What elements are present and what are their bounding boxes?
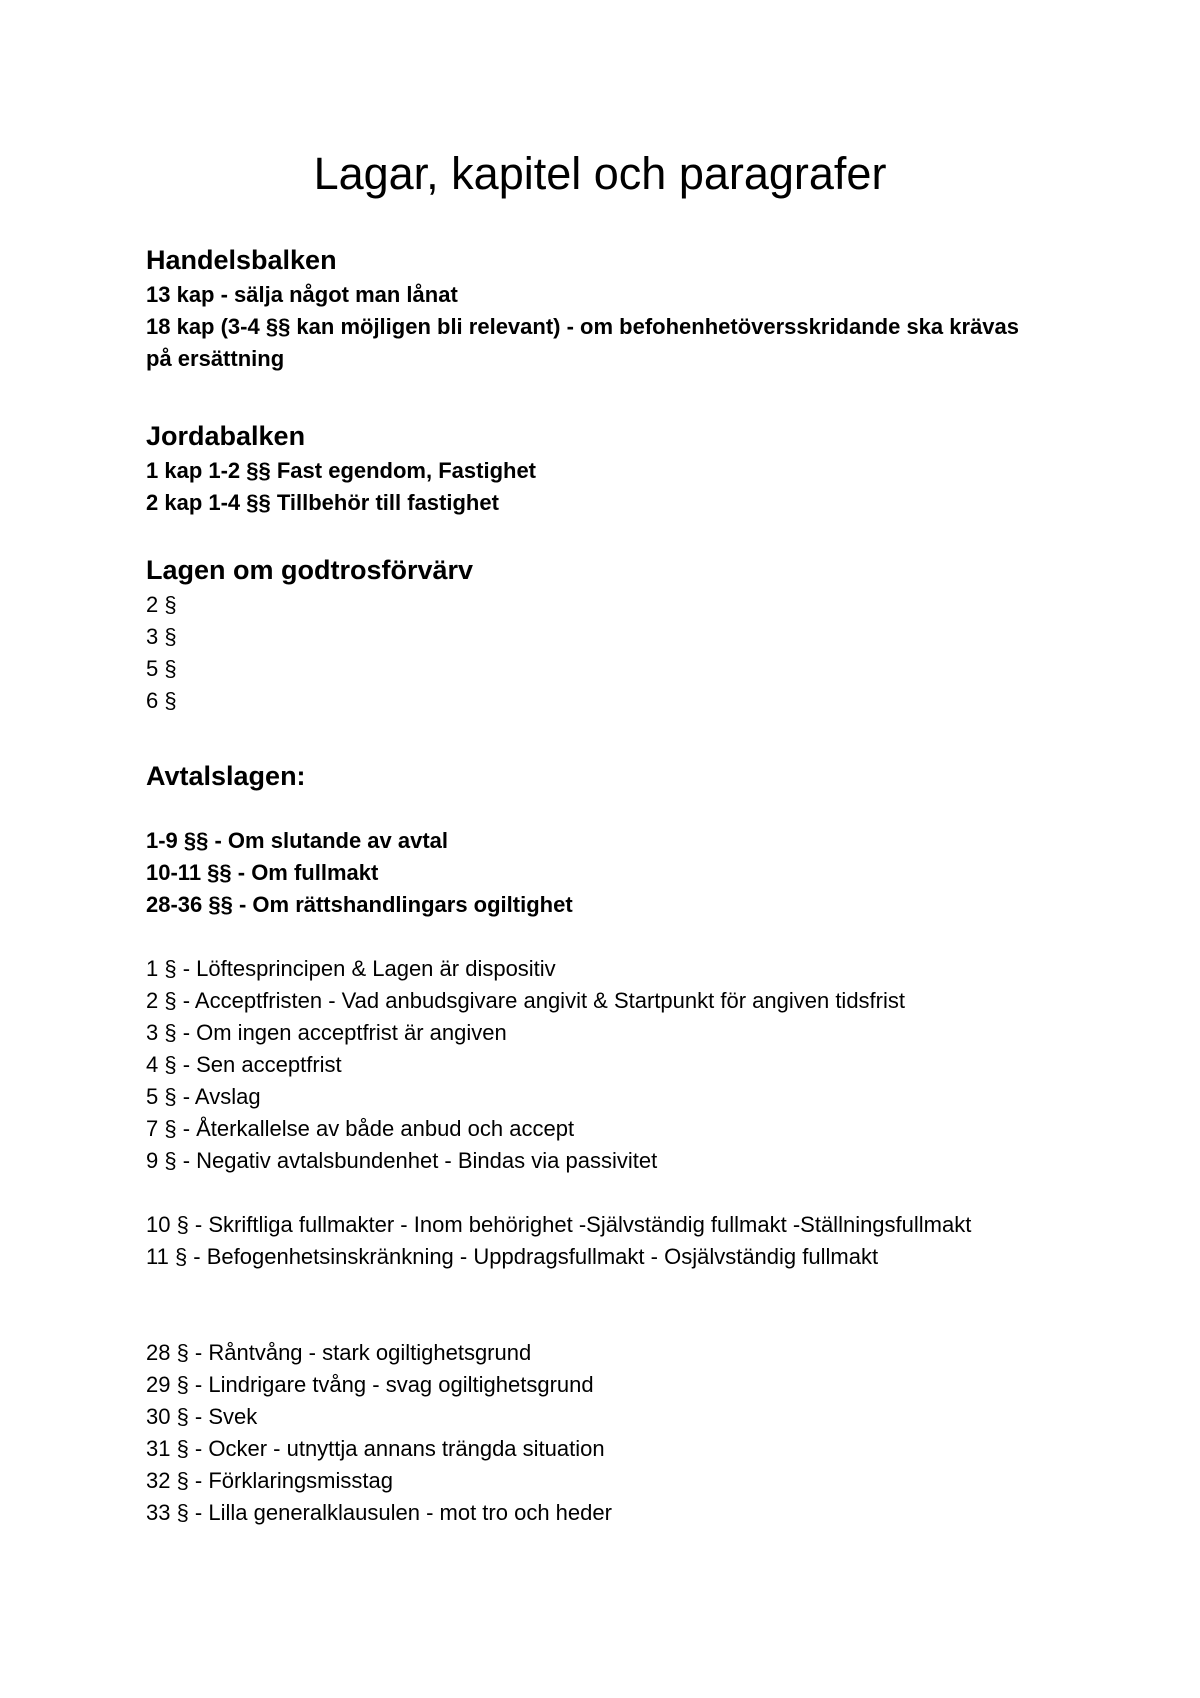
avtalslagen-group-ogiltighet [146,1337,1086,1529]
list-item: 1 § - Löftesprincipen & Lagen är dispositiv [146,956,556,981]
list-item: 2 § [146,592,177,617]
page-title: Lagar, kapitel och paragrafer [313,148,887,199]
list-item: 6 § [146,688,177,713]
avtalslagen-group-fullmakt [146,1209,1086,1273]
list-item: 11 § - Befogenhetsinskränkning - Uppdragsfullmakt - Osjälvständig fullmakt [146,1244,879,1269]
list-item: 4 § - Sen acceptfrist [146,1052,342,1077]
list-item: 5 § - Avslag [146,1084,261,1109]
avtalslagen-group-avtal [146,953,1086,1177]
list-item: 7 § - Återkallelse av både anbud och accept [146,1116,575,1141]
list-item: 2 kap 1-4 §§ Tillbehör till fastighet [146,490,499,515]
list-item: 18 kap (3-4 §§ kan möjligen bli relevant) - om befohenhetöversskridande ska krävas på ersättning [146,314,1020,371]
list-item: 28-36 §§ - Om rättshandlingars ogiltighet [146,892,573,917]
section-heading: Lagen om godtrosförvärv [146,555,474,585]
list-item: 32 § - Förklaringsmisstag [146,1468,393,1493]
list-item: 3 § [146,624,177,649]
section-godtrosforvarv [146,551,1086,717]
list-item: 29 § - Lindrigare tvång - svag ogiltighetsgrund [146,1372,594,1397]
list-item: 33 § - Lilla generalklausulen - mot tro och heder [146,1500,612,1525]
list-item: 10-11 §§ - Om fullmakt [146,860,379,885]
list-item: 31 § - Ocker - utnyttja annans trängda situation [146,1436,605,1461]
list-item: 10 § - Skriftliga fullmakter - Inom behörighet -Självständig fullmakt -Ställningsfullmakt [146,1212,972,1237]
section-heading: Avtalslagen: [146,761,306,791]
list-item: 3 § - Om ingen acceptfrist är angiven [146,1020,507,1045]
section-avtalslagen [146,757,1086,1529]
list-item: 13 kap - sälja något man lånat [146,282,458,307]
section-heading: Handelsbalken [146,245,337,275]
list-item: 30 § - Svek [146,1404,258,1429]
section-heading: Jordabalken [146,421,306,451]
section-handelsbalken [146,241,1086,375]
document-body [146,241,1086,1529]
list-item: 1 kap 1-2 §§ Fast egendom, Fastighet [146,458,537,483]
avtalslagen-summary [146,825,1086,921]
list-item: 1-9 §§ - Om slutande av avtal [146,828,449,853]
list-item: 2 § - Acceptfristen - Vad anbudsgivare angivit & Startpunkt för angiven tidsfrist [146,988,905,1013]
section-jordabalken [146,417,1086,519]
list-item: 9 § - Negativ avtalsbundenhet - Bindas via passivitet [146,1148,658,1173]
list-item: 28 § - Råntvång - stark ogiltighetsgrund [146,1340,532,1365]
list-item: 5 § [146,656,177,681]
